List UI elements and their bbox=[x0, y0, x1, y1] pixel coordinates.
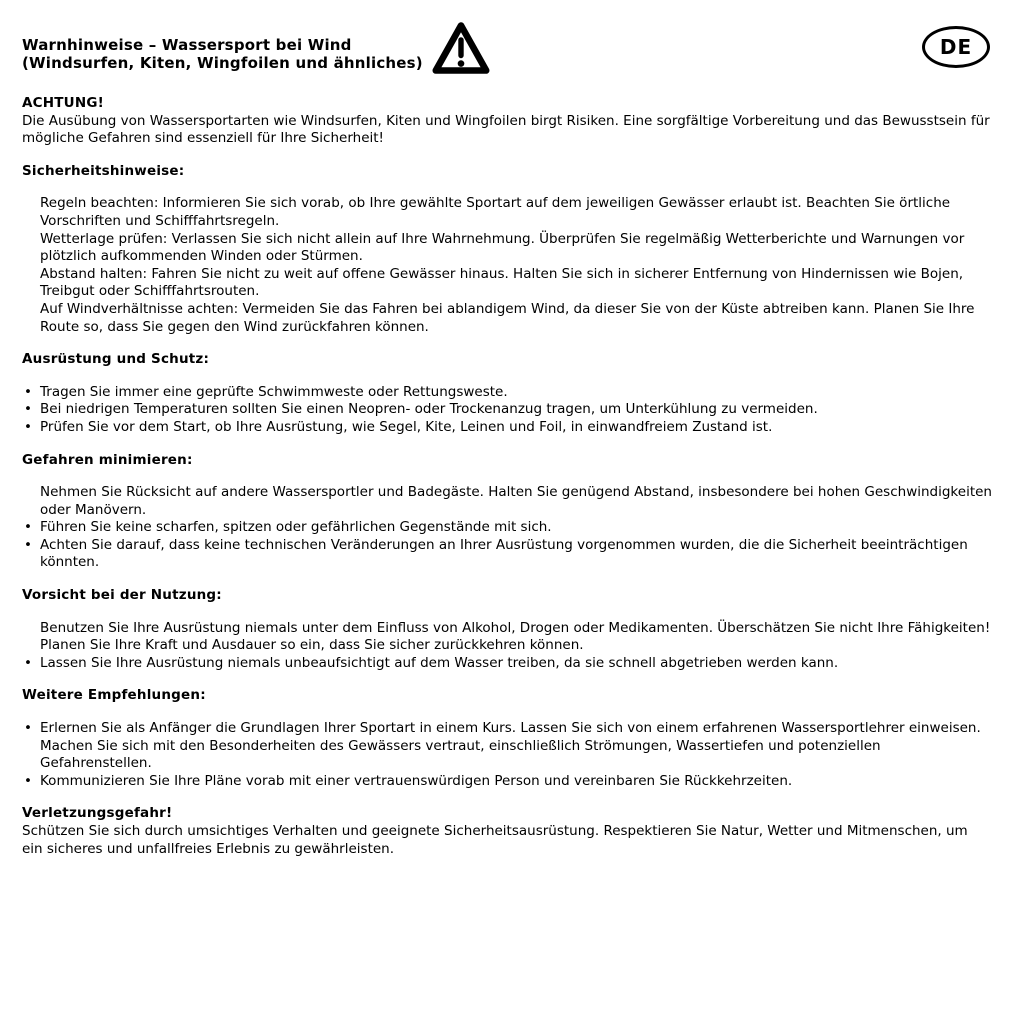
list-item bbox=[22, 655, 992, 673]
list-item bbox=[22, 773, 992, 791]
page-title-line1: Warnhinweise – Wassersport bei Wind bbox=[22, 36, 352, 54]
list-item bbox=[22, 720, 992, 738]
bullet-marker: • bbox=[24, 772, 32, 789]
list-item bbox=[22, 231, 992, 266]
section-heading: Sicherheitshinweise: bbox=[22, 162, 185, 179]
section-empfehlungen bbox=[22, 687, 992, 790]
list-item-text: Führen Sie keine scharfen, spitzen oder gefährlichen Gegenstände mit sich. bbox=[40, 519, 552, 536]
list-item-text: Erlernen Sie als Anfänger die Grundlagen Ihrer Sportart in einem Kurs. Lassen Sie sich von einem erfahrenen Wassersportlehrer einweisen. bbox=[40, 720, 981, 737]
list-item bbox=[22, 384, 992, 402]
section-gefahren bbox=[22, 452, 992, 573]
list-item-text: Achten Sie darauf, dass keine technischen Veränderungen an Ihrer Ausrüstung vorgenommen wurden, die die Sicherheit beeinträchtigen könnten. bbox=[40, 536, 968, 571]
list-item bbox=[22, 301, 992, 336]
section-body bbox=[22, 823, 992, 858]
section-body bbox=[22, 384, 992, 437]
list-item-text: Nehmen Sie Rücksicht auf andere Wassersportler und Badegäste. Halten Sie genügend Abstand, insbesondere bei hohen Geschwindigkeiten oder Manövern. bbox=[40, 484, 992, 518]
list-item-text: Machen Sie sich mit den Besonderheiten des Gewässers vertraut, einschließlich Strömungen, Wassertiefen und potenziellen Gefahrenstellen. bbox=[40, 737, 881, 772]
list-item bbox=[22, 738, 992, 773]
section-body bbox=[22, 195, 992, 336]
list-item bbox=[22, 519, 992, 537]
section-heading: Gefahren minimieren: bbox=[22, 451, 193, 468]
section-body bbox=[22, 620, 992, 673]
paragraph-text: Schützen Sie sich durch umsichtiges Verhalten und geeignete Sicherheitsausrüstung. Respektieren Sie Natur, Wetter und Mitmenschen, um ein sicheres und unfallfreies Erlebnis zu gewährleisten. bbox=[22, 823, 968, 857]
page-title bbox=[22, 36, 423, 72]
document-header bbox=[22, 20, 992, 80]
section-heading: Verletzungsgefahr! bbox=[22, 805, 173, 822]
paragraph-text: Die Ausübung von Wassersportarten wie Windsurfen, Kiten und Wingfoilen birgt Risiken. Eine sorgfältige Vorbereitung und das Bewusstsein für mögliche Gefahren sind essenziell für Ihre Sicherheit! bbox=[22, 112, 990, 147]
list-item bbox=[22, 401, 992, 419]
list-item-text: Prüfen Sie vor dem Start, ob Ihre Ausrüstung, wie Segel, Kite, Leinen und Foil, in einwandfreiem Zustand ist. bbox=[40, 418, 773, 435]
section-heading: Ausrüstung und Schutz: bbox=[22, 351, 210, 368]
list-item-text: Benutzen Sie Ihre Ausrüstung niemals unter dem Einfluss von Alkohol, Drogen oder Medikamenten. Überschätzen Sie nicht Ihre Fähigkeiten! Planen Sie Ihre Kraft und Ausdauer so ein, dass Sie sicher zurückkehren können. bbox=[40, 619, 991, 654]
section-vorsicht bbox=[22, 587, 992, 672]
list-item-text: Kommunizieren Sie Ihre Pläne vorab mit einer vertrauenswürdigen Person und vereinbaren Sie Rückkehrzeiten. bbox=[40, 772, 793, 789]
section-heading: Vorsicht bei der Nutzung: bbox=[22, 587, 222, 604]
warning-triangle-icon bbox=[431, 20, 491, 80]
list-item bbox=[22, 484, 992, 519]
bullet-marker: • bbox=[24, 536, 32, 553]
paragraph bbox=[22, 823, 992, 858]
section-heading: ACHTUNG! bbox=[22, 95, 104, 111]
list-item-text: Lassen Sie Ihre Ausrüstung niemals unbeaufsichtigt auf dem Wasser treiben, da sie schnell abgetrieben werden kann. bbox=[40, 654, 839, 671]
page-title-line2: (Windsurfen, Kiten, Wingfoilen und ähnliches) bbox=[22, 54, 423, 72]
bullet-marker: • bbox=[24, 418, 32, 435]
list-item bbox=[22, 419, 992, 437]
paragraph bbox=[22, 113, 992, 148]
section-verletzungsgefahr bbox=[22, 805, 992, 858]
section-body bbox=[22, 484, 992, 572]
bullet-marker: • bbox=[24, 654, 32, 671]
bullet-marker: • bbox=[24, 720, 32, 737]
bullet-marker: • bbox=[24, 401, 32, 418]
list-item bbox=[22, 195, 992, 230]
section-body bbox=[22, 720, 992, 790]
language-badge bbox=[922, 26, 990, 68]
list-item bbox=[22, 620, 992, 655]
list-item-text: Wetterlage prüfen: Verlassen Sie sich nicht allein auf Ihre Wahrnehmung. Überprüfen Sie regelmäßig Wetterberichte und Warnungen vor plötzlich aufkommenden Winden oder Stürmen. bbox=[40, 230, 965, 265]
list-item-text: Auf Windverhältnisse achten: Vermeiden Sie das Fahren bei ablandigem Wind, da dieser Sie von der Küste abtreiben kann. Planen Sie Ihre Route so, dass Sie gegen den Wind zurückfahren können. bbox=[40, 300, 975, 335]
list-item-text: Regeln beachten: Informieren Sie sich vorab, ob Ihre gewählte Sportart auf dem jeweiligen Gewässer erlaubt ist. Beachten Sie örtliche Vorschriften und Schifffahrtsregeln. bbox=[40, 195, 951, 229]
section-body bbox=[22, 113, 992, 148]
section-heading: Weitere Empfehlungen: bbox=[22, 687, 206, 704]
list-item-text: Bei niedrigen Temperaturen sollten Sie einen Neopren- oder Trockenanzug tragen, um Unterkühlung zu vermeiden. bbox=[40, 401, 818, 418]
language-badge-label: DE bbox=[939, 35, 973, 59]
section-sicherheitshinweise bbox=[22, 163, 992, 336]
bullet-marker: • bbox=[24, 519, 32, 536]
section-achtung bbox=[22, 95, 992, 148]
list-item-text: Tragen Sie immer eine geprüfte Schwimmweste oder Rettungsweste. bbox=[40, 383, 508, 400]
list-item-text: Abstand halten: Fahren Sie nicht zu weit auf offene Gewässer hinaus. Halten Sie sich in sicherer Entfernung von Hindernissen wie Bojen, Treibgut oder Schifffahrtsrouten. bbox=[40, 265, 964, 300]
list-item bbox=[22, 266, 992, 301]
section-ausruestung bbox=[22, 351, 992, 436]
list-item bbox=[22, 537, 992, 572]
bullet-marker: • bbox=[24, 383, 32, 400]
